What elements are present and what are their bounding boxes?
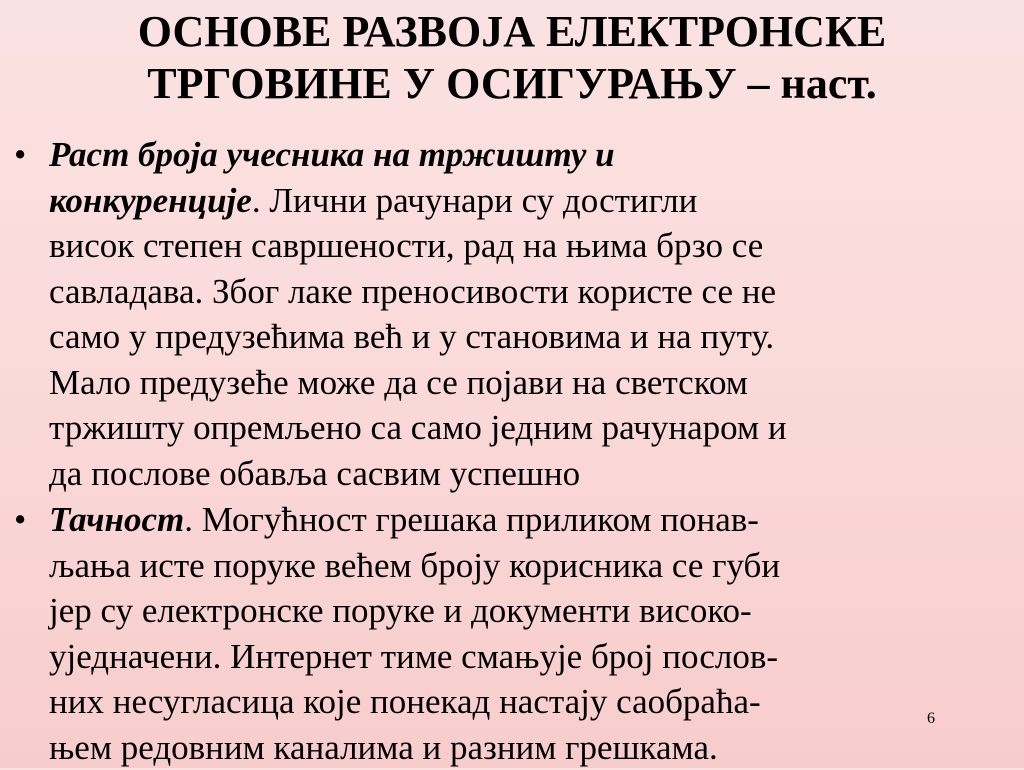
bullet-heading: конкуренције — [49, 181, 252, 220]
bullet-heading: Тачност — [49, 500, 184, 539]
bullet-heading-line — [49, 132, 1014, 178]
bullet-item-growth — [14, 132, 1014, 496]
slide-title — [0, 6, 1024, 110]
bullet-text-line: Мало предузеће може да се појави на светском — [49, 360, 1014, 406]
bullet-text-line — [49, 178, 1014, 224]
bullet-dot: • — [14, 497, 26, 543]
bullet-text: . Могућност грешака приликом понав- — [184, 500, 759, 539]
bullet-text-line — [49, 497, 1014, 543]
bullet-heading: Раст броја учесника на тржишту и — [49, 135, 615, 174]
slide-number: 6 — [927, 710, 935, 728]
bullet-text-line: љања исте поруке већем броју корисника се губи — [49, 543, 1014, 589]
bullet-text-line: да послове обавља сасвим успешно — [49, 451, 1014, 497]
bullet-text: . Лични рачунари су достигли — [252, 181, 698, 220]
bullet-item-accuracy — [14, 497, 1014, 770]
title-line-2: ТРГОВИНЕ У ОСИГУРАЊУ – наст. — [0, 58, 1024, 110]
bullet-text-line: њем редовним каналима и разним грешкама. — [49, 725, 1014, 770]
bullet-text-line: уједначени. Интернет тиме смањује број послов- — [49, 634, 1014, 680]
bullet-text-line: них несугласица које понекад настају саобраћа- — [49, 679, 1014, 725]
bullet-text-line: јер су електронске поруке и документи високо- — [49, 588, 1014, 634]
title-line-1: ОСНОВЕ РАЗВОЈА ЕЛЕКТРОНСКЕ — [0, 6, 1024, 58]
bullet-text-line: тржишту опремљено са само једним рачунаром и — [49, 405, 1014, 451]
bullet-text-line: савладава. Због лаке преносивости користе се не — [49, 269, 1014, 315]
bullet-text-line: висок степен савршености, рад на њима брзо се — [49, 223, 1014, 269]
bullet-list — [14, 132, 1014, 770]
bullet-dot: • — [14, 132, 26, 178]
bullet-text-line: само у предузећима већ и у становима и на путу. — [49, 314, 1014, 360]
